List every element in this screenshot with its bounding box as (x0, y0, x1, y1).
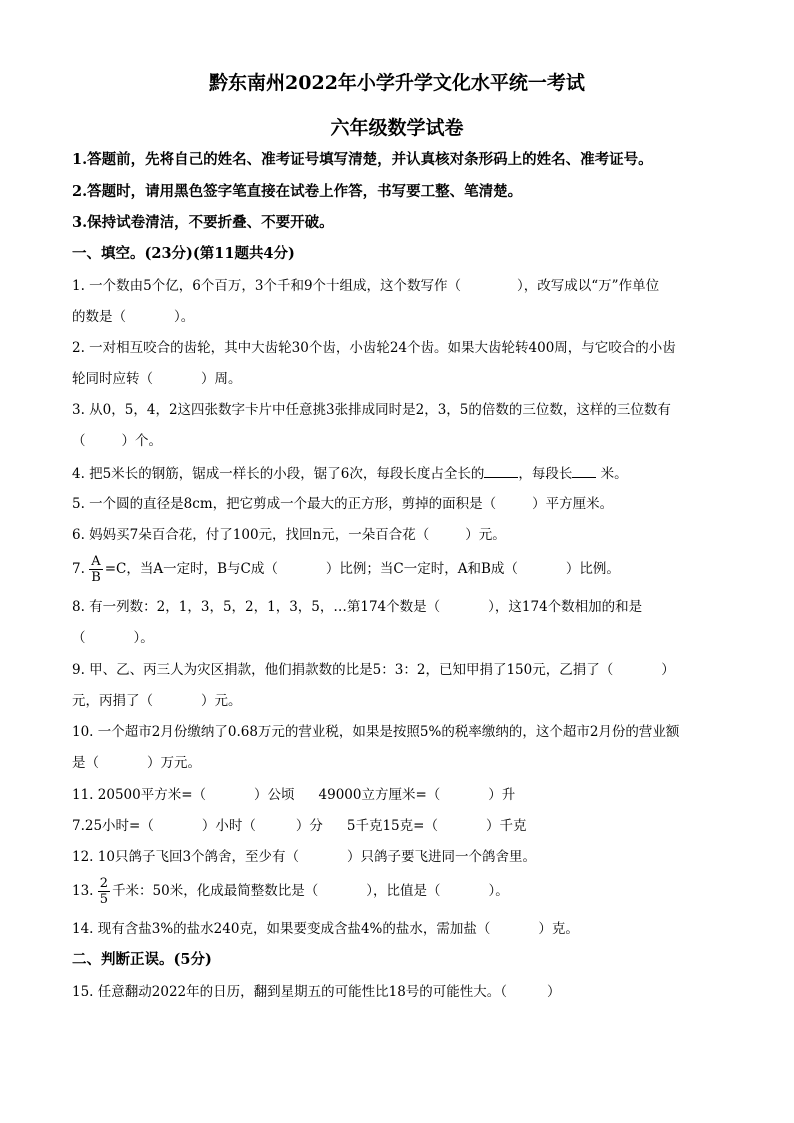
section-heading-true-false: 二、判断正误。(5分) (72, 951, 212, 968)
question-9-line-2: 元，丙捐了（ ）元。 (72, 693, 242, 709)
question-2-line-2: 轮同时应转（ ）周。 (72, 371, 242, 387)
notice-1: 1.答题前，先将自己的姓名、准考证号填写清楚，并认真核对条形码上的姓名、准考证号。 (72, 151, 653, 168)
question-10-line-1: 10. 一个超市2月份缴纳了0.68万元的营业税，如果是按照5%的税率缴纳的，这个超市2月份的营业额 (72, 724, 680, 740)
question-8-line-1: 8. 有一列数：2，1，3，5，2，1，3，5，…第174个数是（ ），这174个数相加的和是 (72, 599, 643, 615)
question-7: 7. $\frac{A}{B}$ =C，当A一定时，B与C成（ ）比例；当C一定时，A和B成（ ）比例。 (72, 554, 620, 585)
question-9-line-1: 9. 甲、乙、丙三人为灾区捐款，他们捐款数的比是5：3：2，已知甲捐了150元，乙捐了（ ） (72, 662, 675, 678)
question-5: 5. 一个圆的直径是8cm，把它剪成一个最大的正方形，剪掉的面积是（ ）平方厘米。 (72, 496, 614, 512)
question-15: 15. 任意翻动2022年的日历，翻到星期五的可能性比18号的可能性大。（ ） (72, 984, 561, 1000)
question-4: 4. 把5米长的钢筋，锯成一样长的小段，锯了6次，每段长度占全长的 ，每段长 米。 (72, 463, 732, 484)
notice-3: 3.保持试卷清洁，不要折叠、不要开破。 (72, 214, 334, 231)
exam-subtitle: 六年级数学试卷 (330, 117, 464, 139)
fraction-two-fifths: $\frac{2}{5}$ (99, 876, 109, 907)
question-11-line-2: 7.25小时=（ ）小时（ ）分 5千克15克=（ ）千克 (72, 818, 527, 834)
question-12: 12. 10只鸽子飞回3个鸽舍，至少有（ ）只鸽子要飞进同一个鸽舍里。 (72, 849, 537, 865)
question-8-line-2: （ ）。 (72, 630, 154, 646)
section-heading-fill-in: 一、填空。(23分)(第11题共4分) (72, 245, 295, 262)
question-6: 6. 妈妈买7朵百合花，付了100元，找回n元，一朵百合花（ ）元。 (72, 527, 506, 543)
question-3-line-1: 3. 从0，5，4，2这四张数字卡片中任意挑3张排成同时是2，3，5的倍数的三位数，这样的三位数有 (72, 402, 671, 418)
question-3-line-2: （ ）个。 (72, 433, 162, 449)
question-11-line-1: 11. 20500平方米=（ ）公顷 49000立方厘米=（ ）升 (72, 787, 516, 803)
question-1-line-2: 的数是（ ）。 (72, 309, 195, 325)
question-1-line-1: 1. 一个数由5个亿，6个百万，3个千和9个十组成，这个数写作（ ），改写成以“万”作单位 (72, 278, 660, 294)
exam-title: 黔东南州2022年小学升学文化水平统一考试 (209, 72, 585, 94)
question-14: 14. 现有含盐3%的盐水240克，如果要变成含盐4%的盐水，需加盐（ ）克。 (72, 921, 579, 937)
notice-2: 2.答题时，请用黑色签字笔直接在试卷上作答，书写要工整、笔清楚。 (72, 183, 523, 200)
question-2-line-1: 2. 一对相互咬合的齿轮，其中大齿轮30个齿，小齿轮24个齿。如果大齿轮转400周，与它咬合的小齿 (72, 340, 676, 356)
fraction-a-over-b: $\frac{A}{B}$ (91, 554, 101, 585)
answer-underline (572, 463, 596, 478)
question-10-line-2: 是（ ）万元。 (72, 755, 201, 771)
answer-underline (484, 463, 518, 478)
question-13: 13. $\frac{2}{5}$ 千米：50米，化成最简整数比是（ ），比值是（ ）。 (72, 876, 509, 907)
